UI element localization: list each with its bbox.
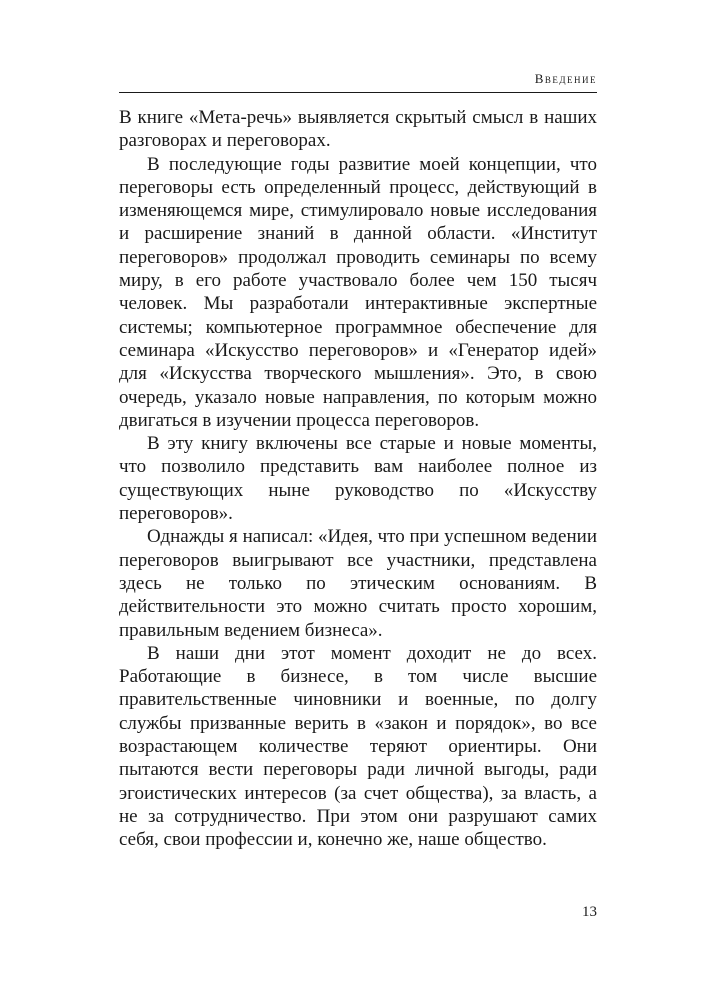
paragraph: Однажды я написал: «Идея, что при успешном ведении переговоров выигрывают все участники, представлена здесь не только по этическим основаниям. В действительности это можно считать просто хорошим, правильным ведением бизнеса». xyxy=(119,526,597,641)
paragraph: В книге «Мета-речь» выявляется скрытый смысл в наших разговорах и переговорах. xyxy=(119,107,597,152)
running-head xyxy=(119,70,597,93)
paragraph: В наши дни этот момент доходит не до всех. Работающие в бизнесе, в том числе высшие правительственные чиновники и военные, по долгу службы призванные верить в «закон и порядок», во все возрастающем количестве теряют ориентиры. Они пытаются вести переговоры ради личной выгоды, ради эгоистических интересов (за счет общества), за власть, а не за сотрудничество. При этом они разрушают самих себя, свои профессии и, конечно же, наше общество. xyxy=(119,642,597,851)
page-number: 13 xyxy=(582,904,597,920)
running-head-title: Введение xyxy=(534,71,597,86)
paragraph: В эту книгу включены все старые и новые моменты, что позволило представить вам наиболее полное из существующих ныне руководство по «Искусству переговоров». xyxy=(119,433,597,525)
paragraph: В последующие годы развитие моей концепции, что переговоры есть определенный процесс, действующий в изменяющемся мире, стимулировало новые исследования и расширение знаний в данной области. «Институт переговоров» продолжал проводить семинары по всему миру, в его работе участвовало более чем 150 тысяч человек. Мы разработали интерактивные экспертные системы; компьютерное программное обеспечение для семинара «Искусство переговоров» и «Генератор идей» для «Искусства творческого мышления». Это, в свою очередь, указало новые направления, по которым можно двигаться в изучении процесса переговоров. xyxy=(119,153,597,431)
body-text xyxy=(119,106,597,852)
